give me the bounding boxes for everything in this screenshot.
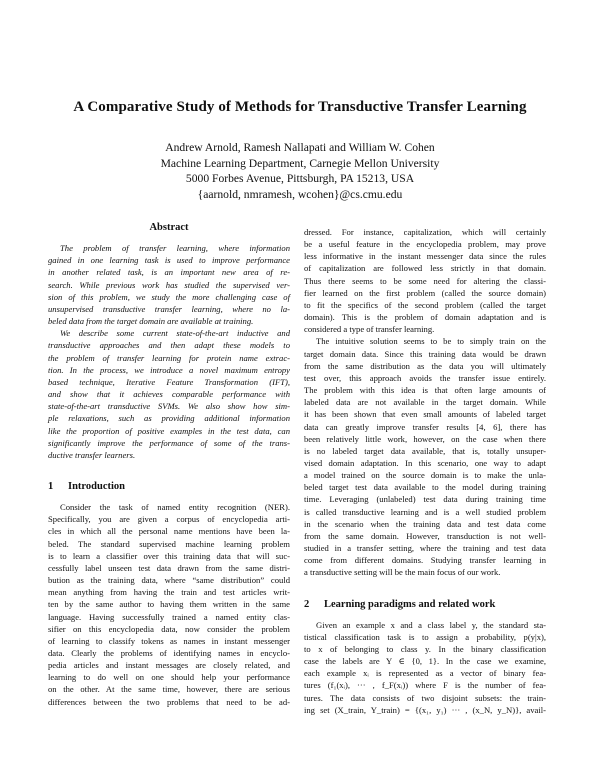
- authors: Andrew Arnold, Ramesh Nallapati and William W. Cohen: [165, 141, 435, 154]
- intuitive-solution-paragraph: [304, 335, 546, 578]
- author-block: [0, 140, 600, 202]
- text-line: ductive transfer learners.: [48, 449, 136, 460]
- text-line: of capitalization are followed less strictly in that domain.: [304, 263, 546, 274]
- text-line: state-of-the-art transductive SVMs. We also show how sim-: [48, 401, 290, 412]
- text-line: fier learned on the first problem (called the source domain): [304, 287, 546, 298]
- section-number: 1: [48, 480, 54, 492]
- text-line: search. While previous work has studied the supervised ver-: [48, 279, 290, 290]
- text-line: sifier on this encyclopedia data, now consider the problem: [48, 623, 290, 634]
- text-line: less informative in the instant messenger data since the rules: [304, 251, 546, 262]
- text-line: test over, this approach avoids the transfer issue entirely.: [304, 372, 546, 383]
- text-line: beled data from the target domain are available at training.: [48, 316, 254, 327]
- text-line: language. Having successfully trained a named entity clas-: [48, 611, 290, 622]
- section-number: 2: [304, 598, 310, 610]
- text-line: is no labeled target data available, that is, totally unsuper-: [304, 445, 546, 456]
- text-line: in another related task, is an important new area of re-: [48, 267, 290, 278]
- text-line: it has been shown that even small amounts of labeled target: [304, 409, 546, 420]
- text-line: time. Leveraging (unlabeled) test data during training time: [304, 494, 546, 505]
- section-title: Learning paradigms and related work: [324, 598, 496, 610]
- text-line: ten by the same author to having them written in the same: [48, 599, 290, 610]
- text-line: in the scenario when the training data and test data come: [304, 518, 546, 529]
- text-line: ing set (X_train, Y_train) = {(x₁, y₁) ··· , (x_N, y_N)}, avail-: [304, 704, 546, 715]
- text-line: come from different domains. Studying transfer learning in: [304, 555, 546, 566]
- text-line: ple relaxations, such as providing additional information: [48, 413, 290, 424]
- affiliation: Machine Learning Department, Carnegie Mellon University: [160, 156, 440, 170]
- text-line: be a useful feature in the encyclopedia problem, may prove: [304, 239, 546, 250]
- text-line: The problem of transfer learning, where information: [60, 243, 290, 254]
- text-line: beled target test data available to the model during training: [304, 482, 546, 493]
- text-line: on the other. At the same time, however, there are serious: [48, 684, 290, 695]
- text-line: each example xᵢ is represented as a vector of binary fea-: [304, 668, 546, 679]
- text-line: tistical classification task is to assign a probability, p(y|x),: [304, 631, 546, 642]
- text-line: Consider the task of named entity recognition (NER).: [60, 502, 290, 513]
- text-line: mean anything from having the train and test articles writ-: [48, 587, 290, 598]
- text-line: The problem with this idea is that often large amounts of: [304, 385, 546, 396]
- text-line: been relatively little work, however, on the case when there: [304, 433, 546, 444]
- text-line: case the labels are Y ∈ {0, 1}. In the case we examine,: [304, 656, 546, 667]
- text-line: data can greatly improve transfer results [4, 6], there has: [304, 421, 546, 432]
- text-line: and show that it achieves comparable performance with: [48, 389, 290, 400]
- text-line: Given an example x and a class label y, the standard sta-: [316, 619, 546, 630]
- text-line: domain). This is the problem of domain adaptation and is: [304, 312, 546, 323]
- paper-title: A Comparative Study of Methods for Transductive Transfer Learning: [73, 99, 527, 115]
- text-line: based technique, Iterative Feature Transformation (IFT),: [48, 376, 290, 387]
- text-line: gained in one learning task is used to improve performance: [48, 255, 290, 266]
- abstract-heading: Abstract: [149, 222, 189, 233]
- section-heading-introduction: [48, 481, 290, 493]
- text-line: of learning to classify tokens as names in instant messenger: [48, 635, 290, 646]
- text-line: Thus there seems to be some need for altering the classi-: [304, 275, 546, 286]
- abstract-paragraph-1: [48, 242, 290, 327]
- text-line: significantly improve the performance of some of the trans-: [48, 437, 290, 448]
- text-line: a model trained on the source domain is to make the unla-: [304, 470, 546, 481]
- text-line: pedia articles and instant messages are closely related, and: [48, 660, 290, 671]
- text-line: Specifically, you are given a corpus of encyclopedia arti-: [48, 514, 290, 525]
- text-line: labeled data are not available in the target domain. While: [304, 397, 546, 408]
- text-line: learning to do well on one should help your performance: [48, 672, 290, 683]
- text-line: studied in a transfer setting, where the training and test data: [304, 543, 546, 554]
- text-line: We describe some current state-of-the-art inductive and: [60, 328, 290, 339]
- text-line: vised domain adaptation. In this scenario, one way to adapt: [304, 457, 546, 468]
- text-line: data. Clearly the problems of identifying names in encyclo-: [48, 648, 290, 658]
- text-line: sion of this problem, we study the more challenging case of: [48, 291, 290, 302]
- text-line: the problem of transfer learning for protein name extrac-: [48, 352, 290, 363]
- text-line: dressed. For instance, capitalization, which will certainly: [304, 227, 546, 237]
- text-line: from the same domain. However, transduction is not well-: [304, 530, 546, 541]
- continued-paragraph: [304, 226, 546, 335]
- text-line: differences between the two problems that need to be ad-: [48, 696, 290, 707]
- text-line: bution as the training data, where “same distribution” could: [48, 575, 290, 586]
- text-line: tion. In the process, we introduce a novel maximum entropy: [48, 364, 290, 375]
- text-line: tures (f₁(xᵢ), ··· , f_F(xᵢ)) where F is the number of fea-: [304, 680, 546, 691]
- right-column: [304, 226, 546, 716]
- text-line: from the same distribution as the data you will ultimately: [304, 360, 546, 371]
- text-line: The intuitive solution seems to be to simply train on the: [316, 336, 546, 347]
- left-column: [48, 222, 290, 708]
- text-line: to x of belonging to class y. In the binary classification: [304, 644, 546, 654]
- text-line: cessfully label unseen test data drawn from the same distri-: [48, 562, 290, 573]
- text-line: cles in which all the personal name mentions have been la-: [48, 526, 290, 537]
- text-line: like the proportion of positive examples in the test data, can: [48, 425, 290, 436]
- text-line: a transductive setting will be the main focus of our work.: [304, 567, 501, 578]
- text-line: tures. The data consists of two disjoint subsets: the train-: [304, 692, 546, 703]
- address: 5000 Forbes Avenue, Pittsburgh, PA 15213, USA: [185, 172, 415, 186]
- text-line: unsupervised transductive transfer learning, where no la-: [48, 303, 290, 314]
- text-line: transductive approaches and then adapt these models to: [48, 340, 290, 351]
- introduction-paragraph: [48, 501, 290, 708]
- section-title: Introduction: [68, 480, 125, 492]
- paradigms-paragraph: [304, 619, 546, 716]
- text-line: is to learn a classifier over this training data that will suc-: [48, 550, 290, 561]
- section-heading-paradigms: [304, 599, 546, 611]
- text-line: considered a type of transfer learning.: [304, 324, 435, 335]
- abstract-paragraph-2: [48, 327, 290, 461]
- text-line: target domain data. Since this training data would be drawn: [304, 348, 546, 359]
- text-line: to fit the specifics of the second problem (called the target: [304, 299, 546, 310]
- text-line: is called transductive learning and is a well studied problem: [304, 506, 546, 517]
- emails: {aarnold, nmramesh, wcohen}@cs.cmu.edu: [197, 187, 403, 201]
- text-line: beled. The standard supervised machine learning problem: [48, 538, 290, 549]
